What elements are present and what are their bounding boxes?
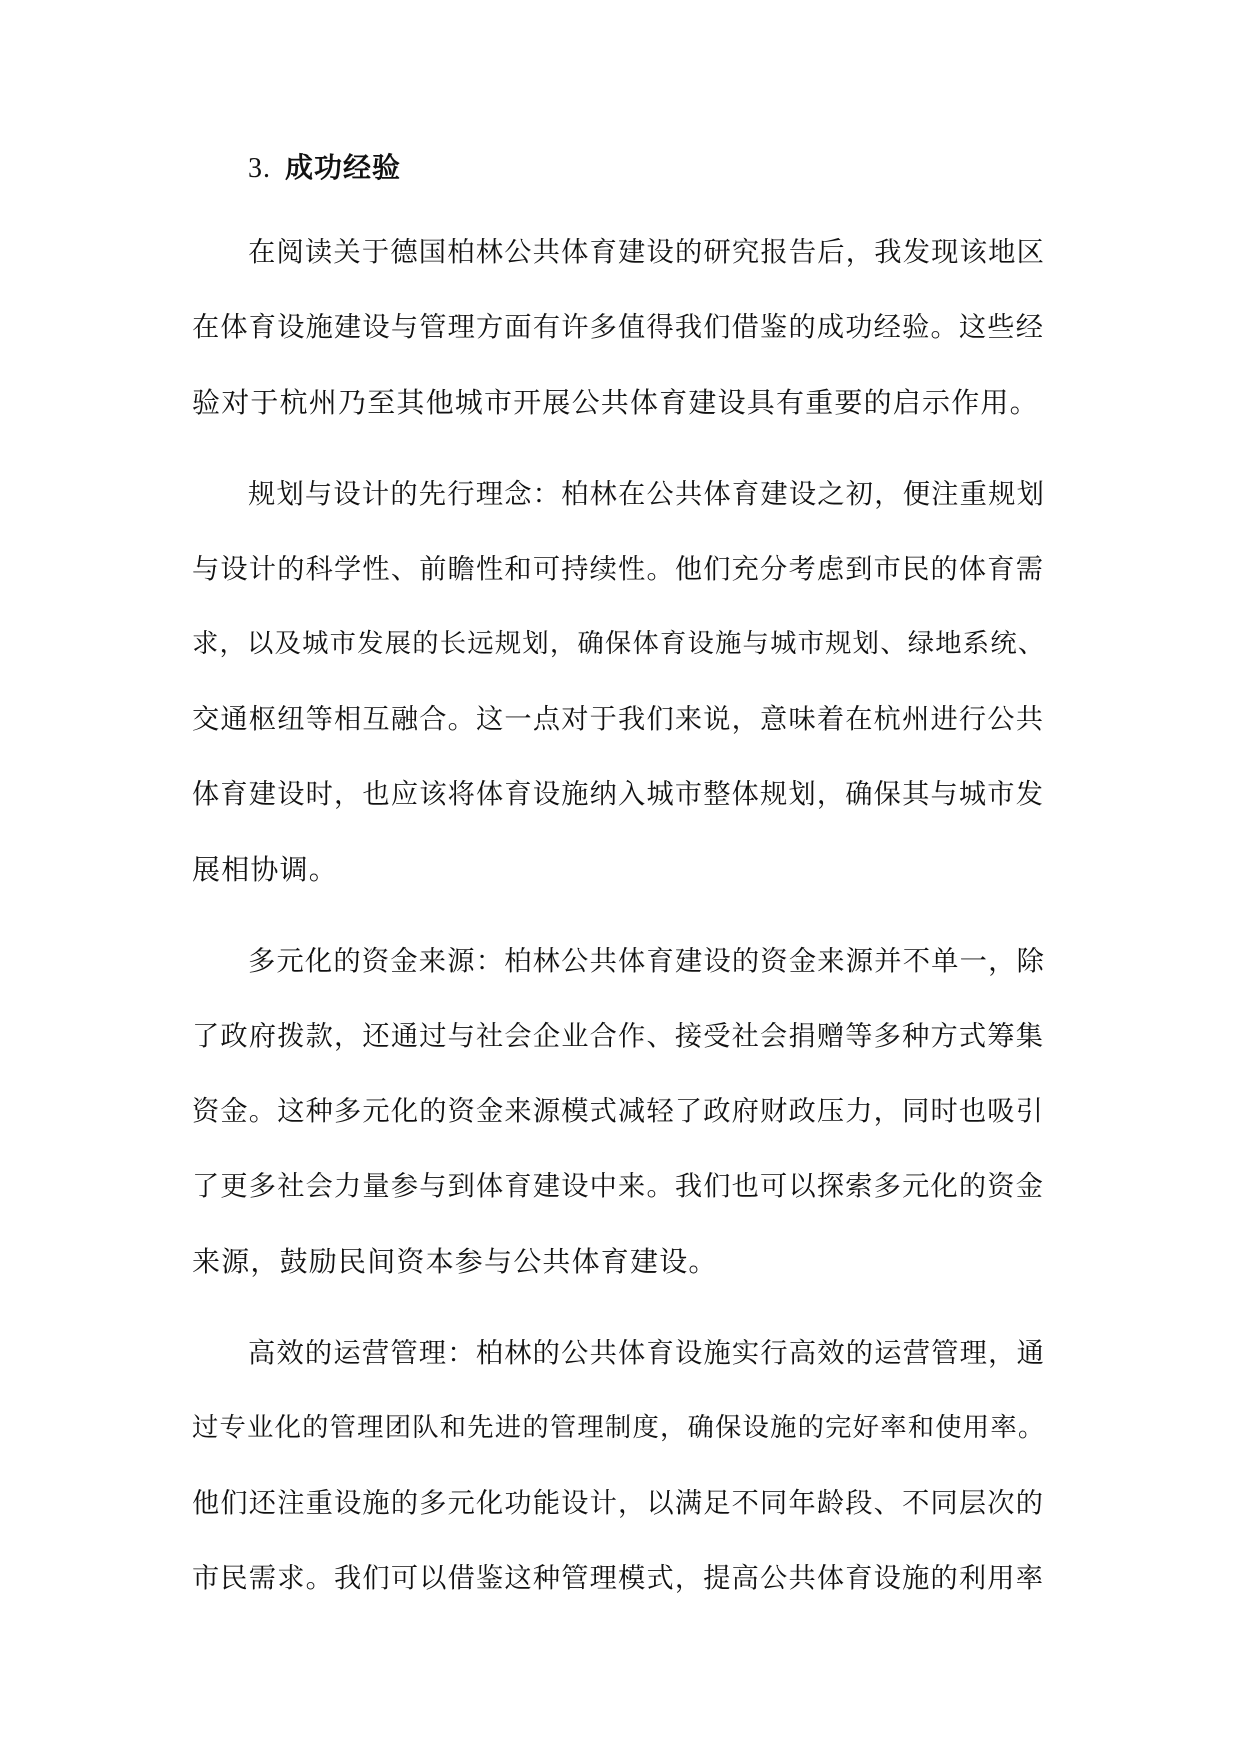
paragraph-line: 交通枢纽等相互融合。这一点对于我们来说，意味着在杭州进行公共 [192, 704, 1045, 735]
paragraph-line: 市民需求。我们可以借鉴这种管理模式，提高公共体育设施的利用率 [192, 1563, 1045, 1594]
paragraph-line: 体育建设时，也应该将体育设施纳入城市整体规划，确保其与城市发 [192, 779, 1045, 810]
paragraph-operations [192, 1316, 1052, 1616]
paragraph-planning [192, 457, 1052, 907]
paragraph-line: 求，以及城市发展的长远规划，确保体育设施与城市规划、绿地系统、 [192, 629, 1046, 659]
paragraph-line: 资金。这种多元化的资金来源模式减轻了政府财政压力，同时也吸引 [192, 1096, 1045, 1127]
paragraph-line: 了更多社会力量参与到体育建设中来。我们也可以探索多元化的资金 [192, 1171, 1045, 1202]
section-heading [248, 138, 1052, 198]
section-title: 成功经验 [285, 151, 402, 184]
paragraph-line: 验对于杭州乃至其他城市开展公共体育建设具有重要的启示作用。 [192, 386, 1039, 419]
paragraph-line: 在体育设施建设与管理方面有许多值得我们借鉴的成功经验。这些经 [192, 312, 1045, 343]
paragraph-line: 过专业化的管理团队和先进的管理制度，确保设施的完好率和使用率。 [192, 1413, 1046, 1443]
paragraph-line: 在阅读关于德国柏林公共体育建设的研究报告后，我发现该地区 [248, 237, 1046, 268]
page-content [192, 138, 1052, 1616]
paragraph-intro [192, 215, 1052, 440]
paragraph-line: 来源，鼓励民间资本参与公共体育建设。 [192, 1245, 718, 1278]
paragraph-line: 展相协调。 [192, 853, 339, 886]
section-number: 3. [248, 153, 271, 184]
paragraph-line: 高效的运营管理：柏林的公共体育设施实行高效的运营管理，通 [248, 1338, 1046, 1369]
paragraph-line: 他们还注重设施的多元化功能设计，以满足不同年龄段、不同层次的 [192, 1488, 1045, 1519]
paragraph-funding [192, 924, 1052, 1299]
paragraph-line: 与设计的科学性、前瞻性和可持续性。他们充分考虑到市民的体育需 [192, 554, 1045, 585]
paragraph-line: 了政府拨款，还通过与社会企业合作、接受社会捐赠等多种方式筹集 [192, 1021, 1045, 1052]
paragraph-line: 多元化的资金来源：柏林公共体育建设的资金来源并不单一，除 [248, 946, 1046, 977]
paragraph-line: 规划与设计的先行理念：柏林在公共体育建设之初，便注重规划 [248, 479, 1046, 510]
